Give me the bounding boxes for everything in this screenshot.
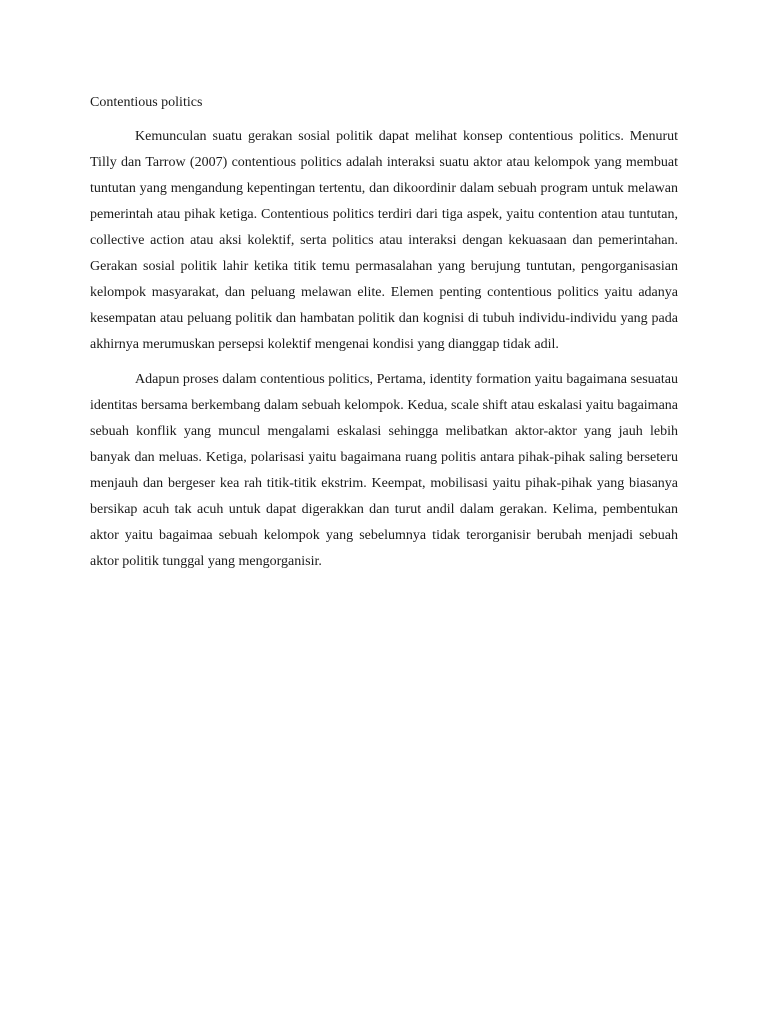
- paragraph-contentious-politics-process: Adapun proses dalam contentious politics, Pertama, identity formation yaitu bagaimana sesuatau identitas bersama berkembang dalam sebuah kelompok. Kedua, scale shift atau eskalasi yaitu bagaimana sebuah konflik yang muncul mengalami eskalasi sehingga melibatkan aktor-aktor yang jauh lebih banyak dan meluas. Ketiga, polarisasi yaitu bagaimana ruang politis antara pihak-pihak saling berseteru menjauh dan bergeser kea rah titik-titik ekstrim. Keempat, mobilisasi yaitu pihak-pihak yang biasanya bersikap acuh tak acuh untuk dapat digerakkan dan turut andil dalam gerakan. Kelima, pembentukan aktor yaitu bagaimaa sebuah kelompok yang sebelumnya tidak terorganisir berubah menjadi sebuah aktor politik tunggal yang mengorganisir.: [90, 372, 678, 569]
- paragraph-contentious-politics-definition: Kemunculan suatu gerakan sosial politik dapat melihat konsep contentious politics. Menurut Tilly dan Tarrow (2007) contentious politics adalah interaksi suatu aktor atau kelompok yang membuat tuntutan yang mengandung kepentingan tertentu, dan dikoordinir dalam sebuah program untuk melawan pemerintah atau pihak ketiga. Contentious politics terdiri dari tiga aspek, yaitu contention atau tuntutan, collective action atau aksi kolektif, serta politics atau interaksi dengan kekuasaan dan pemerintahan. Gerakan sosial politik lahir ketika titik temu permasalahan yang berujung tuntutan, pengorganisasian kelompok masyarakat, dan peluang melawan elite. Elemen penting contentious politics yaitu adanya kesempatan atau peluang politik dan hambatan politik dan kognisi di tubuh individu-individu yang pada akhirnya merumuskan persepsi kolektif mengenai kondisi yang dianggap tidak adil.: [90, 129, 678, 352]
- document-page: [90, 93, 678, 584]
- document-heading: Contentious politics: [90, 95, 203, 110]
